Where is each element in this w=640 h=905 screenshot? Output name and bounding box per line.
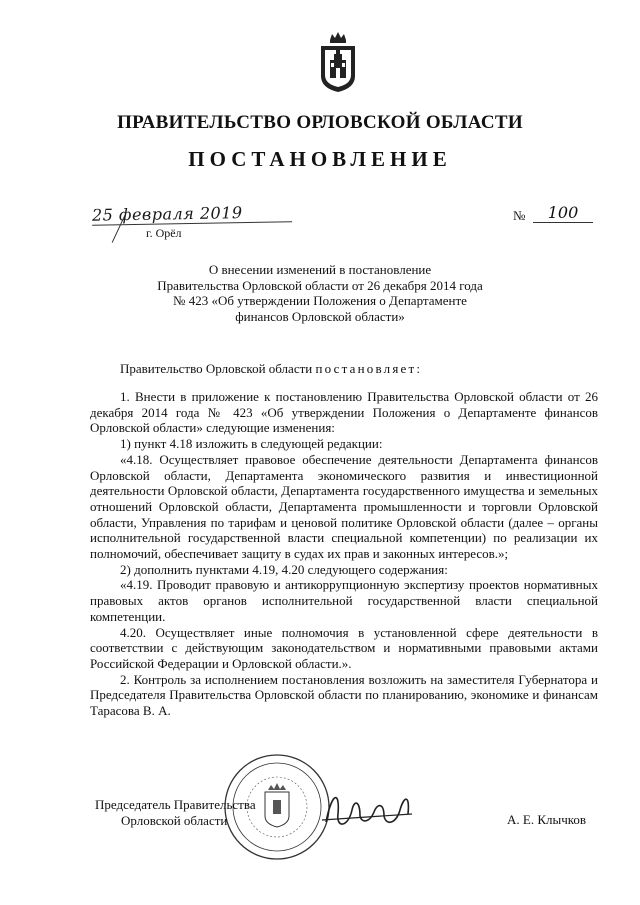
signatory-position bbox=[95, 797, 256, 829]
subject-line: Правительства Орловской области от 26 декабря 2014 года bbox=[157, 277, 483, 293]
paragraph: 4.20. Осуществляет иные полномочия в установленной сфере деятельности в соответствии с действующим законодательством и нормативными правовыми актами Российской Федерации и Орловской области.». bbox=[90, 624, 598, 671]
document-body bbox=[90, 389, 598, 719]
document-type: ПОСТАНОВЛЕНИЕ bbox=[188, 147, 452, 171]
document-date: 25 февраля 2019 bbox=[92, 202, 292, 225]
document-city: г. Орёл bbox=[146, 226, 182, 240]
subject-line: № 423 «Об утверждении Положения о Департаменте bbox=[173, 293, 467, 308]
subject-line: О внесении изменений в постановление bbox=[208, 262, 432, 277]
paragraph: «4.18. Осуществляет правовое обеспечение деятельности Департамента финансов Орловской области, Департамента экономического развития и инвестиционной деятельности Орловской области, Департамента государственного имущества и земельных отношений Орловской области, Департамента промышленности и торговли Орловской области, Управления по тарифам и ценовой политике Орловской области (далее – органы исполнительной государственной власти специальной компетенции) по реализации их полномочий, обеспечивает защиту в судах их прав и законных интересов.»; bbox=[90, 451, 598, 562]
position-line: Орловской области bbox=[121, 813, 228, 828]
subject-line: финансов Орловской области» bbox=[235, 308, 405, 324]
preamble bbox=[120, 361, 422, 377]
paragraph: 1) пункт 4.18 изложить в следующей редакции: bbox=[120, 436, 383, 452]
paragraph: 1. Внести в приложение к постановлению Правительства Орловской области от 26 декабря 2014 года № 423 «Об утверждении Положения о Департаменте финансов Орловской области» следующие изменения: bbox=[90, 389, 598, 436]
government-title: ПРАВИТЕЛЬСТВО ОРЛОВСКОЙ ОБЛАСТИ bbox=[117, 112, 523, 133]
signatory-name: А. Е. Клычков bbox=[507, 812, 587, 827]
document-number: 100 bbox=[533, 203, 593, 223]
preamble-verb: постановляет: bbox=[315, 361, 423, 376]
paragraph: «4.19. Проводит правовую и антикоррупционную экспертизу проектов нормативных правовых актов органов исполнительной государственной власти специальной компетенции. bbox=[90, 577, 598, 624]
paragraph: 2. Контроль за исполнением постановления возложить на заместителя Губернатора и Председателя Правительства Орловской области по планированию, экономике и финансам Тарасова В. А. bbox=[90, 671, 598, 719]
handwritten-signature-icon bbox=[318, 784, 418, 834]
coat-of-arms-icon bbox=[318, 30, 358, 94]
position-line: Председатель Правительства bbox=[95, 797, 256, 812]
paragraph: 2) дополнить пунктами 4.19, 4.20 следующего содержания: bbox=[120, 561, 448, 577]
number-label: № bbox=[513, 208, 526, 223]
preamble-text: Правительство Орловской области bbox=[120, 361, 316, 376]
document-subject bbox=[140, 262, 500, 324]
